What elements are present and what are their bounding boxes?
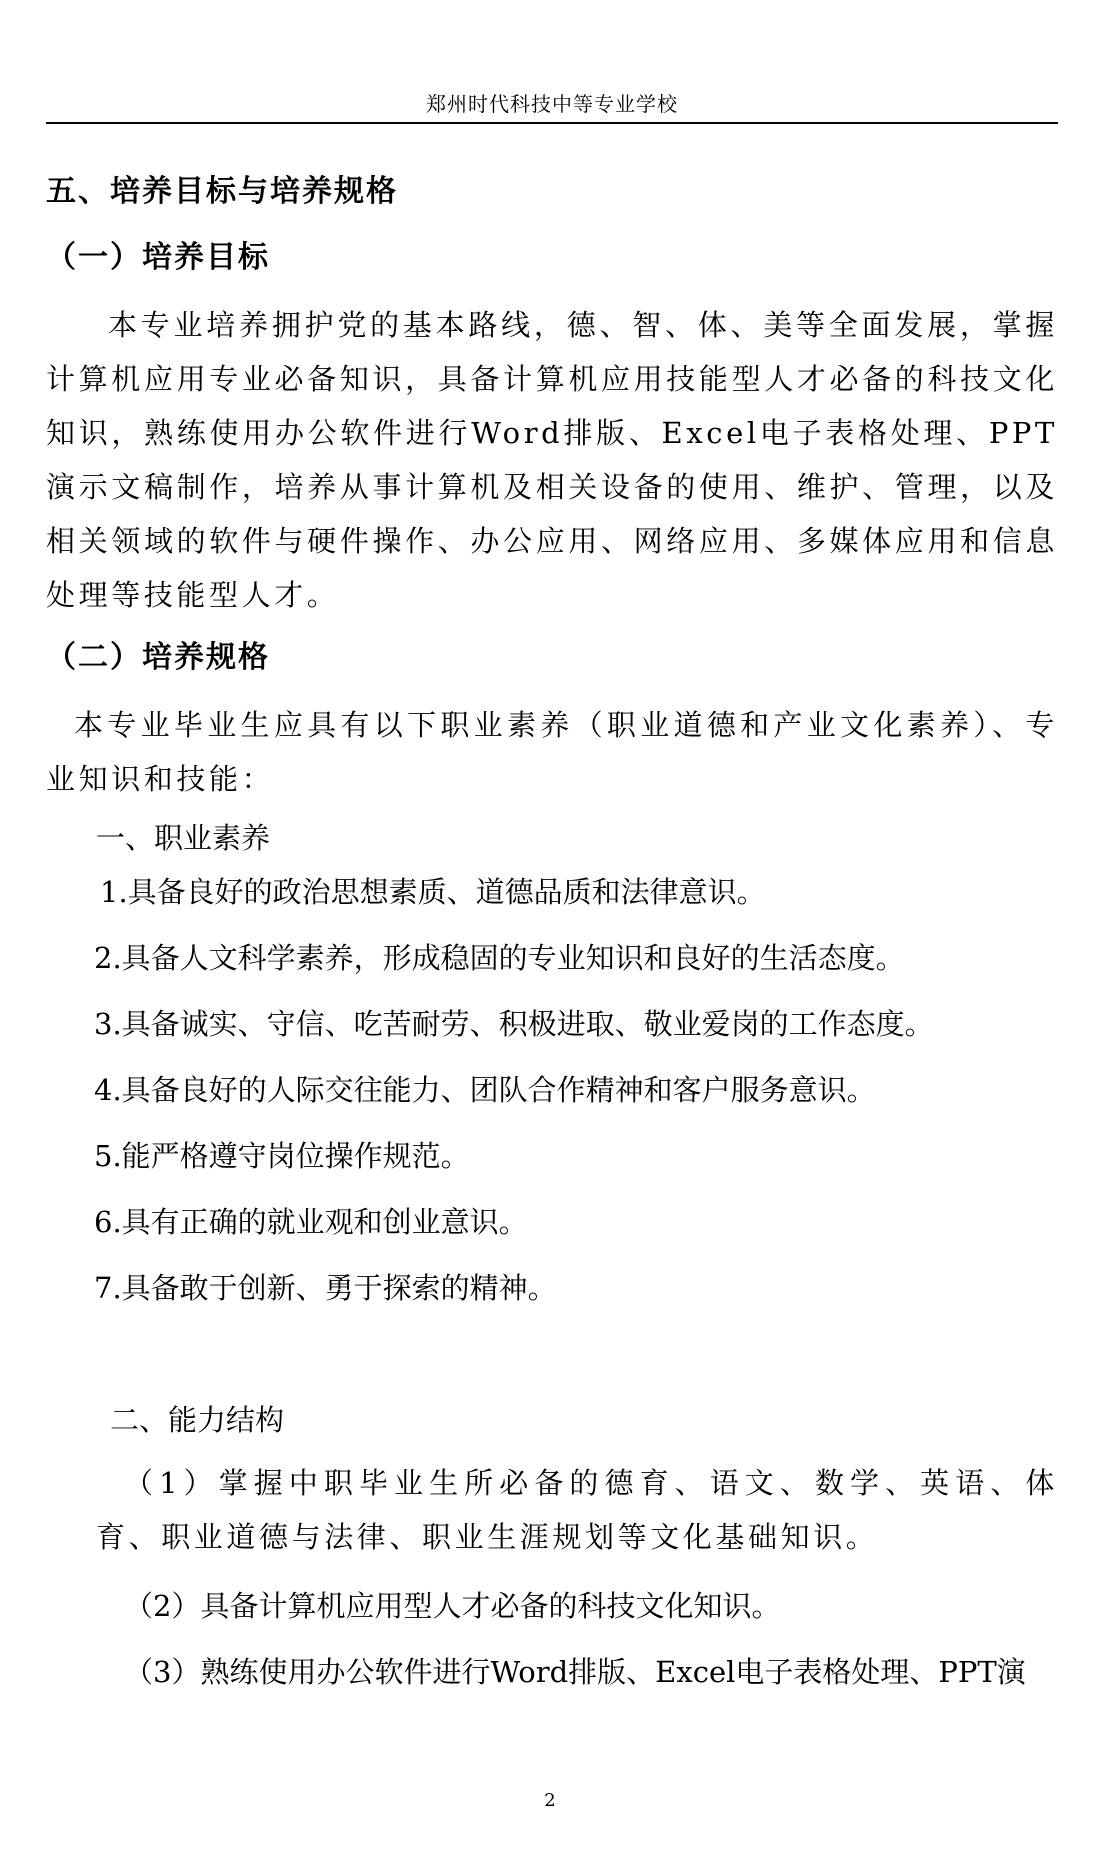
page-header-school-name: 郑州时代科技中等专业学校: [426, 92, 678, 116]
quality-item: 1.具备良好的政治思想素质、道德品质和法律意识。: [100, 875, 766, 909]
quality-item: 2.具备人文科学素养，形成稳固的专业知识和良好的生活态度。: [94, 941, 905, 975]
ability-item: （1）掌握中职毕业生所必备的德育、语文、数学、英语、体育、职业道德与法律、职业生涯规划等文化基础知识。: [96, 1466, 1058, 1554]
page-number: 2: [544, 1790, 556, 1811]
goal-heading: （一）培养目标: [46, 240, 270, 275]
quality-item: 6.具有正确的就业观和创业意识。: [94, 1205, 528, 1239]
quality-item: 3.具备诚实、守信、吃苦耐劳、积极进取、敬业爱岗的工作态度。: [94, 1007, 934, 1041]
section-title: 五、培养目标与培养规格: [46, 174, 398, 209]
spec-heading: （二）培养规格: [46, 640, 270, 675]
goal-paragraph: 本专业培养拥护党的基本路线，德、智、体、美等全面发展，掌握计算机应用专业必备知识，具备计算机应用技能型人才必备的科技文化知识，熟练使用办公软件进行Word排版、Excel电子表格处理、PPT演示文稿制作，培养从事计算机及相关设备的使用、维护、管理，以及相关领域的软件与硬件操作、办公应用、网络应用、多媒体应用和信息处理等技能型人才。: [46, 308, 1058, 612]
quality-item: 7.具备敢于创新、勇于探索的精神。: [94, 1271, 557, 1305]
ability-item: （2）具备计算机应用型人才必备的科技文化知识。: [124, 1589, 781, 1623]
spec-intro-paragraph: 本专业毕业生应具有以下职业素养（职业道德和产业文化素养）、专业知识和技能：: [46, 708, 1058, 796]
quality-item: 4.具备良好的人际交往能力、团队合作精神和客户服务意识。: [94, 1073, 876, 1107]
header-divider: [46, 122, 1058, 124]
ability-heading: 二、能力结构: [110, 1403, 285, 1437]
qualities-heading: 一、职业素养: [96, 821, 271, 855]
ability-item: （3）熟练使用办公软件进行Word排版、Excel电子表格处理、PPT演: [124, 1655, 1026, 1689]
quality-item: 5.能严格遵守岗位操作规范。: [94, 1139, 470, 1173]
